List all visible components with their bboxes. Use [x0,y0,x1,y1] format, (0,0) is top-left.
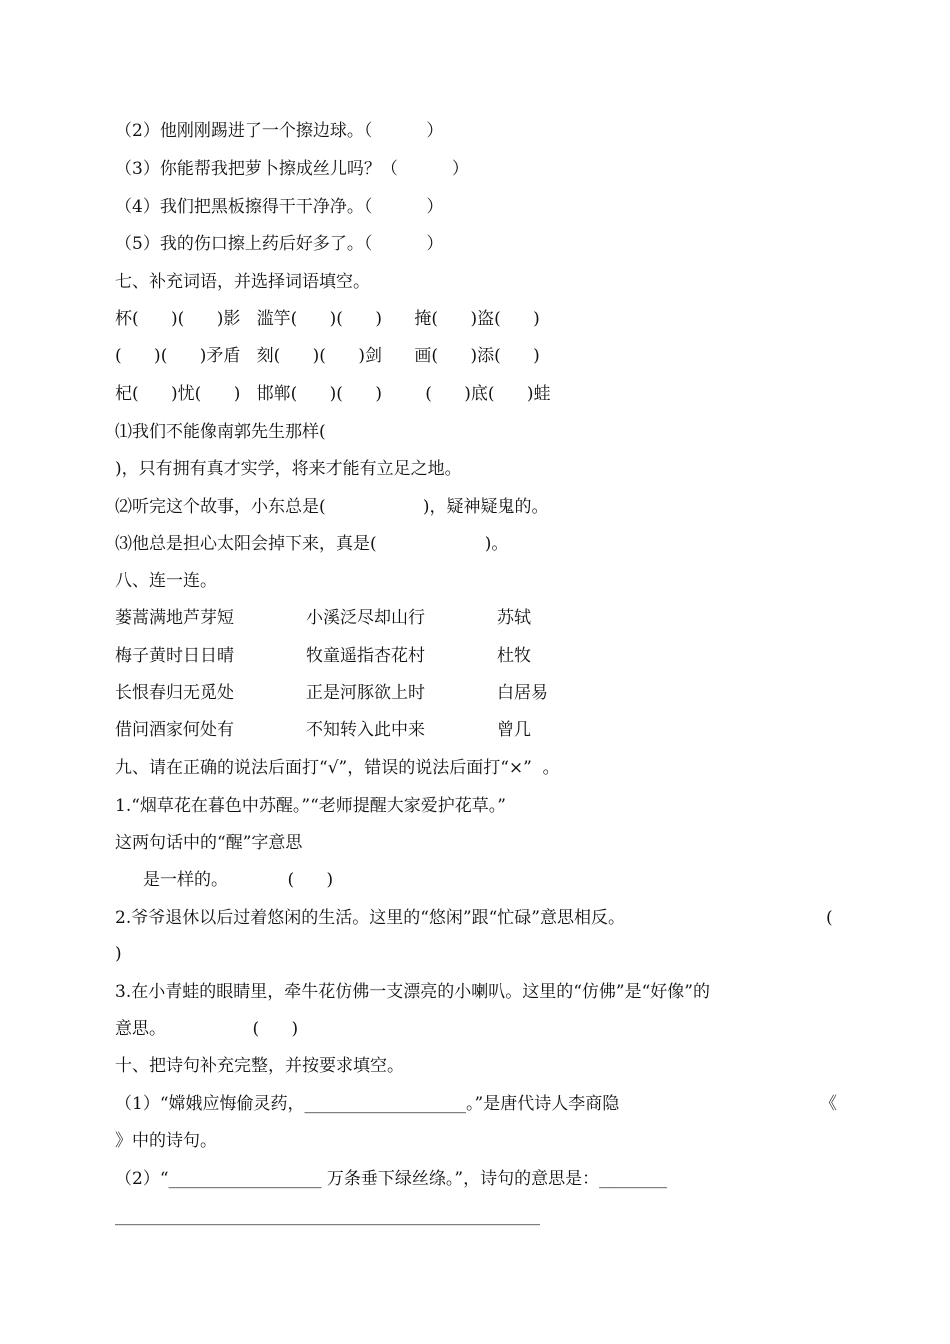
sec6-item-2: （2）他刚刚踢进了一个擦边球。（ ） [115,121,444,141]
sec7-idiom-row-1: 杯( )( )影 滥竽( )( ) 掩( )盗( ) [115,309,540,329]
sec9-heading: 九、请在正确的说法后面打“√”，错误的说法后面打“×” 。 [115,758,560,778]
sec8-col3-line3: 白居易 [497,683,548,703]
sec7-heading: 七、补充词语，并选择词语填空。 [115,272,370,292]
sec6-item-4: （4）我们把黑板擦得干干净净。（ ） [115,197,444,217]
sec8-col1-line1: 蒌蒿满地芦芽短 [115,608,234,628]
sec8-col1-line2: 梅子黄时日日晴 [115,646,234,666]
sec9-item-2-paren: ( [826,908,833,928]
sec7-question-1a: ⑴我们不能像南郭先生那样( [115,422,326,442]
sec7-idiom-row-2: ( )( )矛盾 刻( )( )剑 画( )添( ) [115,346,540,366]
sec7-question-2: ⑵听完这个故事，小东总是( )，疑神疑鬼的。 [115,497,549,517]
sec8-col2-line2: 牧童遥指杏花村 [306,646,425,666]
sec7-question-3: ⑶他总是担心太阳会掉下来，真是( )。 [115,534,509,554]
sec10-item-1-bracket: 《 [820,1094,837,1114]
sec9-item-2a: 2.爷爷退休以后过着悠闲的生活。这里的“悠闲”跟“忙碌”意思相反。 [115,908,625,928]
sec8-col1-line4: 借问酒家何处有 [115,720,234,740]
sec8-col3-line2: 杜牧 [497,646,531,666]
sec9-item-1a: 1.“烟草花在暮色中苏醒。”“老师提醒大家爱护花草。” [115,796,506,816]
sec7-question-1b: )，只有拥有真才实学，将来才能有立足之地。 [115,459,462,479]
sec6-item-5: （5）我的伤口擦上药后好多了。（ ） [115,234,444,254]
sec10-item-1b: 》中的诗句。 [115,1131,217,1151]
sec8-col2-line3: 正是河豚欲上时 [306,683,425,703]
sec8-col3-line1: 苏轼 [497,608,531,628]
sec10-item-2a: （2）“__________________ 万条垂下绿丝绦。”，诗句的意思是：________ [115,1169,668,1189]
sec6-item-3: （3）你能帮我把萝卜擦成丝儿吗？（ ） [115,159,469,179]
sec7-idiom-row-3: 杞( )忧( ) 邯郸( )( ) ( )底( )蛙 [115,384,551,404]
sec9-item-1b: 这两句话中的“醒”字意思 [115,833,303,853]
sec9-item-3a: 3.在小青蛙的眼睛里，牵牛花仿佛一支漂亮的小喇叭。这里的“仿佛”是“好像”的 [115,982,710,1002]
sec9-item-2b: ) [115,944,122,964]
sec8-col2-line1: 小溪泛尽却山行 [306,608,425,628]
sec8-heading: 八、连一连。 [115,571,217,591]
sec10-heading: 十、把诗句补充完整，并按要求填空。 [115,1056,404,1076]
sec10-item-2b: __________________________________________________ [115,1206,540,1226]
sec9-item-3b: 意思。 ( ) [115,1019,299,1039]
sec8-col2-line4: 不知转入此中来 [306,720,425,740]
sec8-col1-line3: 长恨春归无觅处 [115,683,234,703]
sec10-item-1a: （1）“嫦娥应悔偷灵药，___________________。”是唐代诗人李商隐 [115,1094,620,1114]
sec9-item-1c: 是一样的。 ( ) [143,870,334,890]
sec8-col3-line4: 曾几 [497,720,531,740]
